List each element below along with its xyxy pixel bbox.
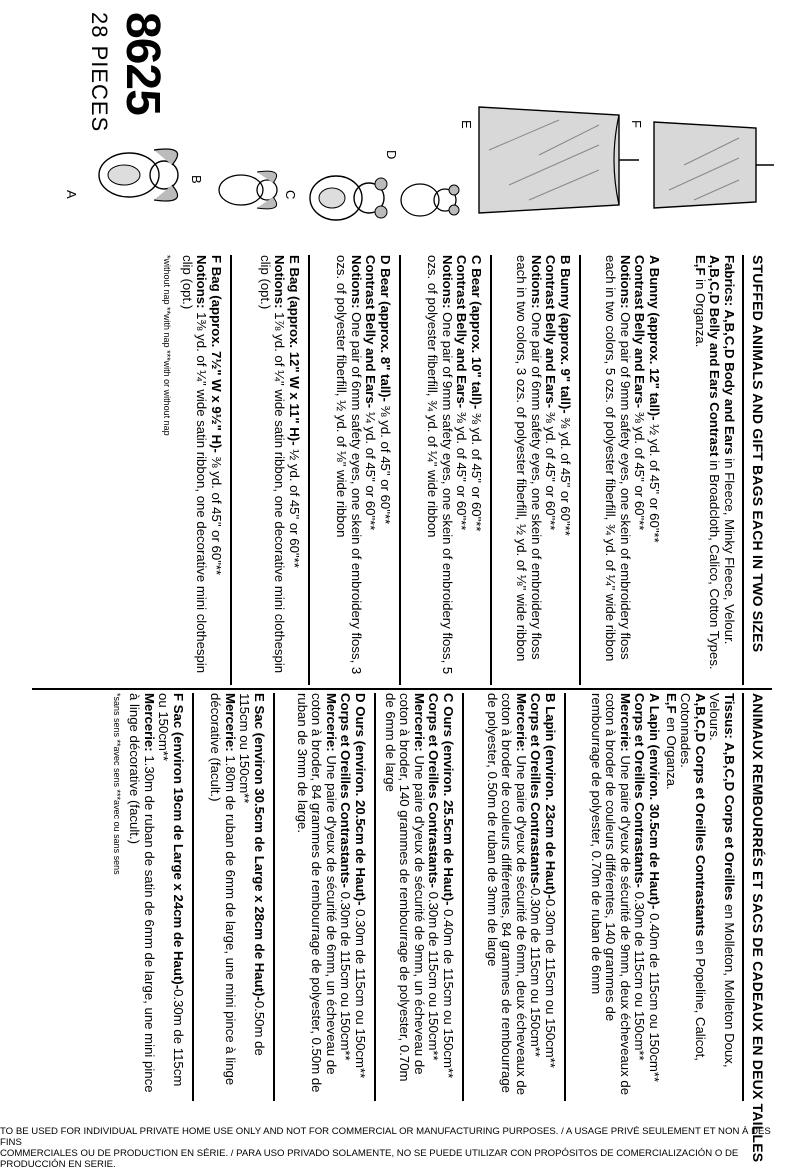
bag-f-illustration [644, 110, 774, 220]
divider [565, 693, 567, 1101]
french-title-rule [742, 693, 744, 1101]
english-title-rule [742, 255, 744, 685]
french-item-d: D Ours (environ. 20.5cm de Haut)- 0.30m de 115cm ou 150cm** Corps et Oreilles Contrastants- 0.30m de 115cm ou 150cm** Mercerie: Une paire d'yeux de sécurité de 6mm, un écheveau de coton à broder, 84 grammes de rembourrage de polyester, 0.50m de ruban de 3mm de large. [294, 693, 368, 1093]
french-item-b: B Lapin (environ. 23cm de Haut)-0.30m de 115cm ou 150cm** Corps et Oreilles Contrastants-0.30m de 115cm ou 150cm** Mercerie: Une paire d'yeux de sécurité de 6mm, deux écheveaux de coton à broder de couleurs différentes, 84 grammes de rembourrage de polyester, 0.50m de ruban de 3mm de large [484, 693, 558, 1096]
bear-c-illustration [299, 150, 394, 245]
english-item-e: E Bag (approx. 12" W x 11" H)- ½ yd. of 45" or 60"** Notions: 1⅞ yd. of ¼" wide satin ribbon, one decorative mini clothespin clip (opt.) [257, 255, 302, 674]
english-item-d: D Bear (approx. 8" tall)- ⅜ yd. of 45" or 60"** Contrast Belly and Ears- ¼ yd. of 45" or 60"** Notions: One pair of 6mm safety eyes, one skein of embroidery floss, 3 ozs. of polyester fiberfill, ½ yd. of ⅛" wide ribbon [334, 255, 393, 675]
column-divider [32, 688, 772, 690]
bear-d-illustration [394, 165, 464, 235]
english-item-c: C Bear (approx. 10" tall)- ⅜ yd. of 45" or 60"** Contrast Belly and Ears- ⅜ yd. of 45" or 60"** Notions: One pair of 9mm safety eyes, one skein of embroidery floss, 5 ozs. of polyester fiberfill, ¾ yd. of ¼" wide ribbon [425, 255, 484, 675]
figure-label-e: E [459, 120, 474, 129]
bag-e-illustration [469, 95, 639, 225]
french-fabrics: Tissus: A,B,C,D Corps et Oreilles en Molleton, Molleton Doux, Velours. A,B,C,D Corps et Oreilles Contrastants en Popeline, Calicot, Cotonnades. E,F en Organza. [663, 693, 737, 1068]
english-footnote: *without nap **with nap ***with or without nap [162, 255, 172, 436]
bunny-a-illustration [84, 120, 194, 230]
english-fabrics: Fabrics: A,B,C,D Body and Ears in Fleece, Minky Fleece, Velour. A,B,C,D Belly and Ears Contrast in Broadcloth, Calico, Cotton Types. E,F in Organza. [692, 255, 737, 670]
french-item-a: A Lapin (environ. 30.5cm de Haut)- 0.40m de 115cm ou 150cm** Corps et Oreilles Contrastants- 0.30m de 115cm ou 150cm** Mercerie: Une paire d'yeux de sécurité de 9mm, deux écheveaux de coton à broder de couleurs différentes, 140 grammes de rembourrage de polyester, 0.70m de ruban de 6mm [588, 693, 662, 1096]
english-item-f: F Bag (approx. 7½" W x 9½" H)- ⅜ yd. of 45" or 60"** Notions: 1⅜ yd. of ¼" wide satin ribbon, one decorative mini clothespin clip (opt.) [179, 255, 224, 674]
french-item-c: C Ours (environ. 25.5cm de Haut)- 0.40m de 115cm ou 150cm** Corps et Oreilles Contrastants- 0.30m de 115cm ou 150cm** Mercerie: Une paire d'yeux de sécurité de 9mm, un écheveau de coton à broder, 140 grammes de rembourrage de polyester, 0.70m de 6mm de large [382, 693, 456, 1082]
divider [193, 693, 195, 1101]
bunny-b-illustration [209, 150, 289, 230]
figure-label-a: A [64, 190, 79, 199]
divider [491, 255, 493, 685]
divider [400, 255, 402, 685]
pattern-number: 8625 [116, 12, 169, 115]
divider [309, 255, 311, 685]
divider [463, 693, 465, 1101]
english-column [0, 255, 794, 685]
english-item-a: A Bunny (approx. 12" tall)- ½ yd. of 45" or 60"** Contrast Belly and Ears- ⅜ yd. of 45" or 60"** Notions: One pair of 9mm safety eyes, one skein of embroidery floss each in two colors, 5 ozs. of polyester fiberfill, ¾ yd. of ¼" wide ribbon [603, 255, 662, 662]
divider [375, 693, 377, 1101]
pieces-count: 28 PIECES [87, 12, 112, 133]
figure-label-f: F [629, 120, 644, 128]
french-item-e: E Sac (environ 30.5cm de Large x 28cm de Haut)-0.50m de 115cm ou 150cm** Mercerie: 1.80m de ruban de 6mm de large, une mini pince à linge décorative (facult.) [208, 693, 267, 1086]
figure-label-d: D [384, 150, 399, 160]
figure-label-c: C [283, 190, 298, 200]
english-title: STUFFED ANIMALS AND GIFT BAGS EACH IN TWO SIZES [750, 255, 766, 653]
english-item-b: B Bunny (approx. 9" tall)- ⅜ yd. of 45" or 60"** Contrast Belly and Ears- ⅜ yd. of 45" or 60"** Notions: One pair of 6mm safety eyes, one skein of embroidery floss each in two colors, 3 ozs. of polyester fiberfill, ½ yd. of ⅛" wide ribbon [514, 255, 573, 662]
french-title: ANIMAUX REMBOURRÉS ET SACS DE CADEAUX EN DEUX TAILLES [750, 693, 766, 1163]
french-item-f: F Sac (environ 19cm de Large x 24cm de Haut)-0.30m de 115cm ou 150cm** Mercerie: 1.30m de ruban de satin de 6mm de large, une mini pince à linge décorative (facult.) [127, 693, 186, 1093]
legal-line-1: TO BE USED FOR INDIVIDUAL PRIVATE HOME USE ONLY AND NOT FOR COMMERCIAL OR MANUFACTURING PURPOSES. / A USAGE PRIVÉ SEULEMENT ET NON À DES FINS [0, 1126, 771, 1148]
divider [580, 255, 582, 685]
figure-label-b: B [189, 175, 204, 184]
french-footnote: *sans sens **avec sens ***avec ou sans sens [112, 693, 122, 875]
divider [274, 693, 276, 1101]
legal-notice [0, 1104, 794, 1170]
legal-line-2: COMMERCIALES OU DE PRODUCTION EN SÉRIE. / PARA USO PRIVADO SOLAMENTE, NO SE PUEDE UTILIZAR CON PROPÓSITOS DE COMERCIALIZACIÓN O DE PRODUCCIÓN EN SERIE. [0, 1148, 739, 1170]
divider [231, 255, 233, 685]
illustration-strip [0, 0, 794, 250]
